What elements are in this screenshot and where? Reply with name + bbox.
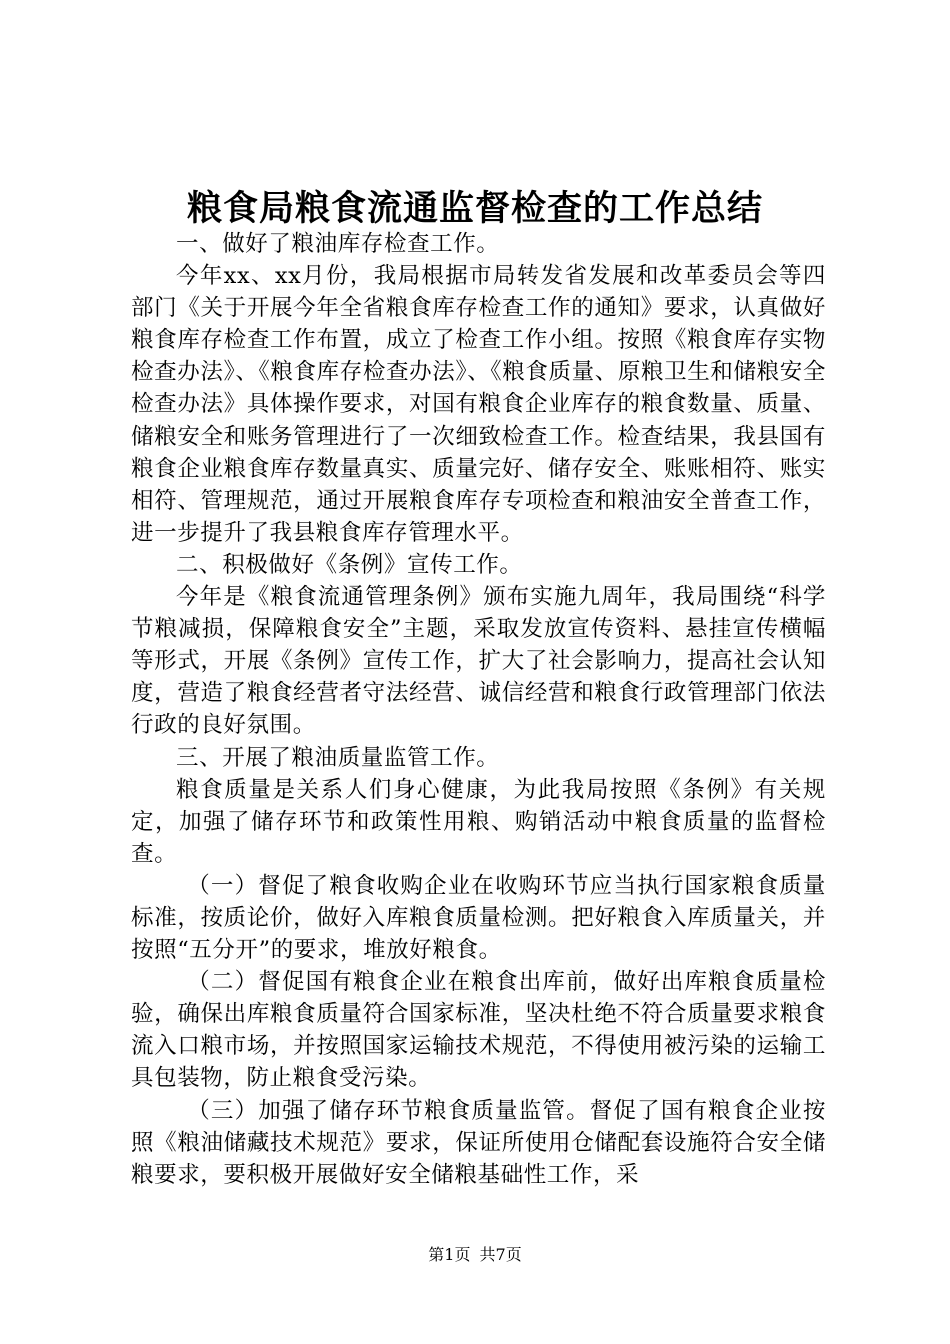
page-number: 第1页 bbox=[428, 1245, 471, 1264]
section-heading-3: 三、开展了粮油质量监管工作。 bbox=[176, 744, 500, 771]
page-total: 共7页 bbox=[479, 1245, 522, 1264]
document-body bbox=[131, 228, 826, 1191]
body-paragraph: 今年xx、xx月份，我局根据市局转发省发展和改革委员会等四部门《关于开展今年全省粮食库存检查工作的通知》要求，认真做好粮食库存检查工作布置，成立了检查工作小组。按照《粮食库存实物检查办法》、《粮食库存检查办法》、《粮食质量、原粮卫生和储粮安全检查办法》具体操作要求，对国有粮食企业库存的粮食数量、质量、储粮安全和账务管理进行了一次细致检查工作。检查结果，我县国有粮食企业粮食库存数量真实、质量完好、储存安全、账账相符、账实相符、管理规范，通过开展粮食库存专项检查和粮油安全普查工作，进一步提升了我县粮食库存管理水平。 bbox=[131, 263, 826, 546]
document-title: 粮食局粮食流通监督检查的工作总结 bbox=[186, 188, 763, 229]
sub-item-paragraph: （二）督促国有粮食企业在粮食出库前，做好出库粮食质量检验，确保出库粮食质量符合国家标准，坚决杜绝不符合质量要求粮食流入口粮市场，并按照国家运输技术规范，不得使用被污染的运输工具包装物，防止粮食受污染。 bbox=[131, 969, 826, 1092]
section-heading-1: 一、做好了粮油库存检查工作。 bbox=[176, 231, 500, 257]
page-footer bbox=[0, 1245, 950, 1265]
body-paragraph: 今年是《粮食流通管理条例》颁布实施九周年，我局围绕“科学节粮减损，保障粮食安全”主题，采取发放宣传资料、悬挂宣传横幅等形式，开展《条例》宣传工作，扩大了社会影响力，提高社会认知度，营造了粮食经营者守法经营、诚信经营和粮食行政管理部门依法行政的良好氛围。 bbox=[131, 584, 826, 739]
sub-item-paragraph: （一）督促了粮食收购企业在收购环节应当执行国家粮食质量标准，按质论价，做好入库粮食质量检测。把好粮食入库质量关，并按照“五分开”的要求，堆放好粮食。 bbox=[131, 872, 826, 964]
section-heading-2: 二、积极做好《条例》宣传工作。 bbox=[176, 551, 523, 578]
sub-item-paragraph: （三）加强了储存环节粮食质量监管。督促了国有粮食企业按照《粮油储藏技术规范》要求，保证所使用仓储配套设施符合安全储粮要求，要积极开展做好安全储粮基础性工作，采 bbox=[131, 1097, 826, 1188]
body-paragraph: 粮食质量是关系人们身心健康，为此我局按照《条例》有关规定，加强了储存环节和政策性用粮、购销活动中粮食质量的监督检查。 bbox=[131, 776, 826, 867]
